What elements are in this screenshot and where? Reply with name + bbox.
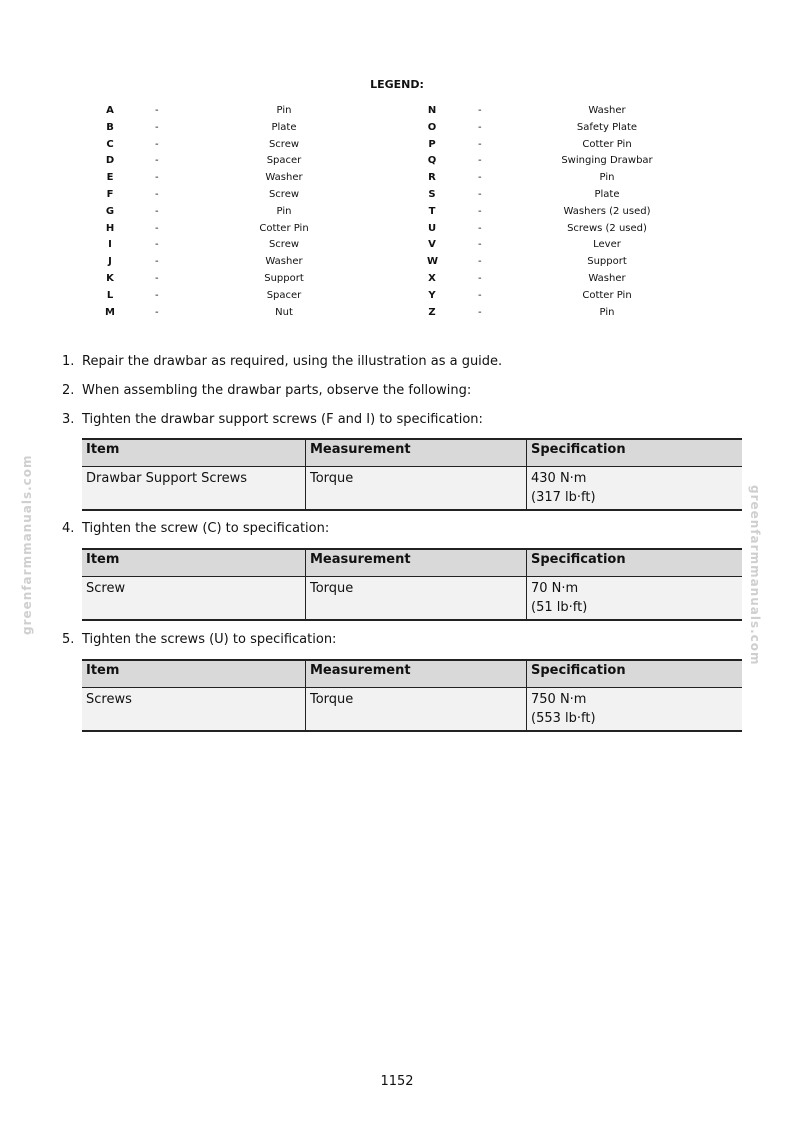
legend-letter: B [106,121,114,133]
spec-metric: 430 N·m [531,471,587,486]
header-item: Item [82,439,306,467]
table-row [82,467,742,511]
legend-letter: Z [428,306,436,318]
legend-dash: - [155,105,159,116]
header-item: Item [82,549,306,577]
spec-table-support-screws [82,438,742,511]
legend-row [0,189,794,206]
legend-row [0,155,794,172]
legend-part: Safety Plate [576,121,638,133]
legend-dash: - [478,121,482,133]
legend-letter: O [427,121,437,133]
step-text: When assembling the drawbar parts, observe the following: [82,383,472,398]
legend-part: Swinging Drawbar [561,155,653,167]
legend-letter: Y [428,289,436,301]
header-measurement: Measurement [306,660,527,688]
legend-letter: V [428,239,436,251]
step-5 [62,630,752,650]
watermark-right: greenfarmmanuals.com [748,485,762,666]
cell-specification [527,467,743,511]
legend-part: Plate [271,121,297,133]
legend-row [0,273,794,290]
step-number: 3. [62,412,75,427]
legend-row [0,223,794,240]
legend-part: Screws (2 used) [567,222,647,234]
legend-letter: G [105,205,115,217]
spec-imperial: (51 lb·ft) [531,600,588,615]
legend-list [0,105,794,323]
legend-letter: X [428,272,436,284]
legend-row [0,172,794,189]
legend-part: Support [587,256,627,268]
legend-dash: - [478,105,482,116]
legend-dash: - [155,172,159,184]
cell-item: Drawbar Support Screws [82,467,306,511]
cell-specification [527,577,743,621]
legend-letter: H [105,222,115,234]
spec-metric: 70 N·m [531,581,579,596]
legend-row [0,290,794,307]
legend-letter: W [427,256,439,268]
legend-part: Washer [588,272,626,284]
step-3 [62,410,752,430]
cell-item: Screw [82,577,306,621]
step-text: Tighten the screw (C) to specification: [82,521,330,536]
legend-row [0,105,794,122]
legend-dash: - [155,289,159,301]
legend-dash: - [478,172,482,184]
legend-part: Cotter Pin [582,138,632,150]
legend-part: Plate [594,188,620,200]
legend-letter: T [428,205,436,217]
legend-dash: - [478,272,482,284]
table-header-row [82,660,742,688]
legend-part: Washer [588,105,626,116]
spec-table-screw [82,548,742,621]
legend-row [0,206,794,223]
header-specification: Specification [527,660,743,688]
cell-measurement: Torque [306,467,527,511]
legend-letter: M [105,306,115,318]
cell-item: Screws [82,688,306,732]
cell-specification [527,688,743,732]
spec-table-screws-u [82,659,742,732]
header-specification: Specification [527,549,743,577]
step-1 [62,352,752,372]
legend-dash: - [155,121,159,133]
spec-imperial: (317 lb·ft) [531,490,596,505]
instruction-steps-5 [62,630,752,650]
legend-letter: A [106,105,114,116]
step-text: Tighten the screws (U) to specification: [82,632,337,647]
legend-part: Spacer [266,155,302,167]
legend-letter: N [427,105,437,116]
legend-dash: - [478,306,482,318]
page-number: 1152 [380,1074,414,1089]
table-header-row [82,549,742,577]
legend-letter: R [428,172,436,184]
instruction-steps [62,352,752,430]
table-header-row [82,439,742,467]
legend-dash: - [155,188,159,200]
legend-part: Support [264,272,304,284]
legend-letter: J [108,256,112,268]
legend-part: Cotter Pin [582,289,632,301]
step-number: 2. [62,383,75,398]
step-number: 4. [62,521,75,536]
step-2 [62,381,752,401]
legend-letter: F [106,188,114,200]
legend-letter: D [105,155,115,167]
legend-letter: P [428,138,436,150]
step-text: Tighten the drawbar support screws (F and I) to specification: [82,412,483,427]
table-row [82,577,742,621]
legend-row [0,139,794,156]
instruction-steps-4 [62,519,752,539]
legend-dash: - [478,155,482,167]
legend-row [0,122,794,139]
legend-dash: - [155,272,159,284]
legend-dash: - [478,138,482,150]
legend-letter: Q [427,155,437,167]
legend-row [0,256,794,273]
legend-part: Cotter Pin [259,222,309,234]
spec-metric: 750 N·m [531,692,587,707]
legend-part: Nut [275,306,293,318]
legend-letter: E [106,172,114,184]
legend-row [0,307,794,324]
legend-part: Screw [268,138,300,150]
legend-part: Pin [276,105,292,116]
header-specification: Specification [527,439,743,467]
legend-part: Washers (2 used) [563,205,651,217]
legend-dash: - [478,188,482,200]
legend-part: Screw [268,188,300,200]
legend-title: LEGEND: [370,78,424,91]
step-4 [62,519,752,539]
cell-measurement: Torque [306,688,527,732]
step-text: Repair the drawbar as required, using the illustration as a guide. [82,354,503,369]
legend-dash: - [155,222,159,234]
legend-dash: - [478,289,482,301]
legend-part: Pin [599,306,615,318]
legend-part: Washer [265,256,303,268]
header-item: Item [82,660,306,688]
legend-letter: L [106,289,114,301]
legend-dash: - [478,222,482,234]
step-number: 5. [62,632,75,647]
legend-letter: I [108,239,112,251]
watermark-left: greenfarmmanuals.com [20,454,34,635]
table-row [82,688,742,732]
header-measurement: Measurement [306,549,527,577]
legend-letter: S [428,188,436,200]
legend-part: Pin [599,172,615,184]
legend-dash: - [155,138,159,150]
legend-dash: - [155,239,159,251]
legend-part: Washer [265,172,303,184]
legend-letter: C [106,138,114,150]
legend-part: Screw [268,239,300,251]
legend-row [0,239,794,256]
legend-dash: - [155,256,159,268]
legend-part: Lever [593,239,621,251]
legend-part: Pin [276,205,292,217]
spec-imperial: (553 lb·ft) [531,711,596,726]
legend-dash: - [478,239,482,251]
legend-dash: - [155,306,159,318]
cell-measurement: Torque [306,577,527,621]
legend-part: Spacer [266,289,302,301]
legend-letter: U [427,222,437,234]
legend-dash: - [478,205,482,217]
legend-letter: K [106,272,114,284]
header-measurement: Measurement [306,439,527,467]
legend-dash: - [478,256,482,268]
legend-dash: - [155,205,159,217]
step-number: 1. [62,354,75,369]
legend-dash: - [155,155,159,167]
